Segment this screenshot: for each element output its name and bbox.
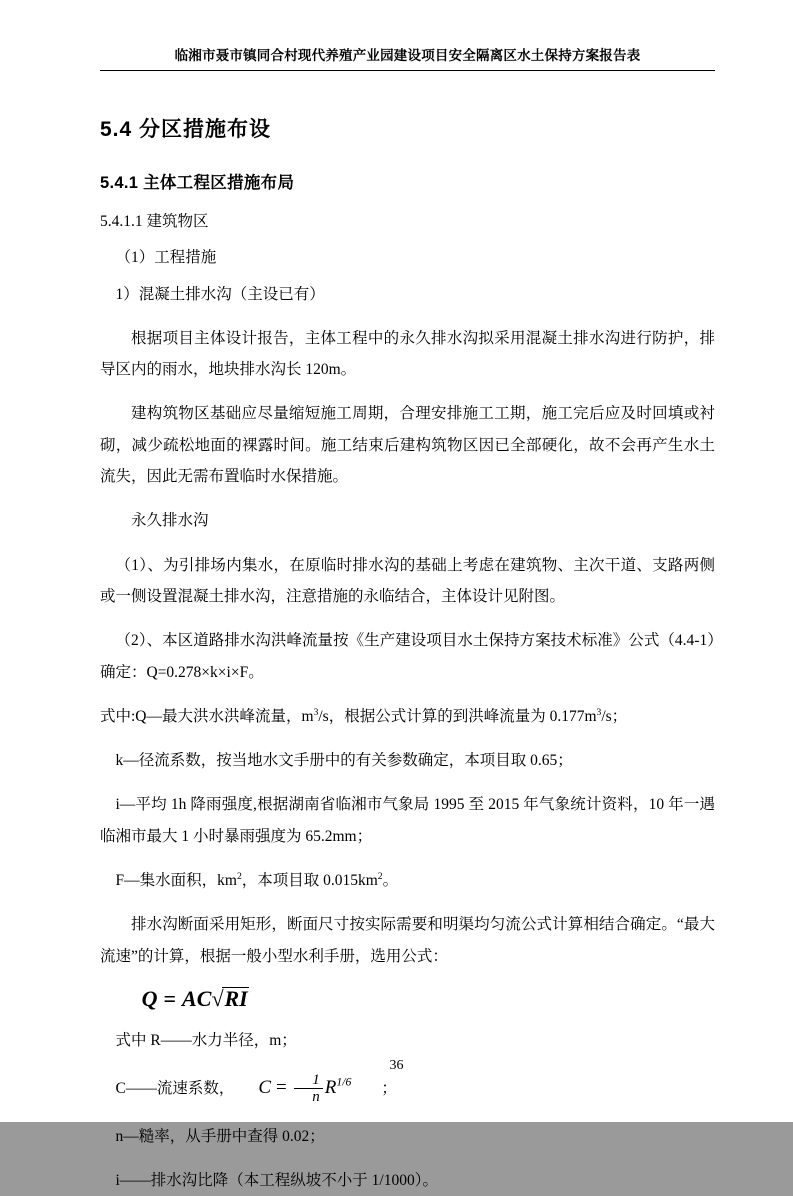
unit-m3s-1: $m^3$ <box>301 706 319 725</box>
formula-sqrt: √ RI <box>211 985 248 1011</box>
paragraph-c-velocity-coefficient <box>100 1069 715 1107</box>
formula-equals: = <box>163 985 177 1011</box>
text-q-suffix: /s； <box>601 707 628 725</box>
paragraph-construction-period: 建构筑物区基础应尽量缩短施工周期，合理安排施工工期，施工完后应及时回填或衬砌，减少疏松地面的裸露时间。施工结束后建构筑物区因已全部硬化，故不会再产生水土流失，因此无需布置临时水保措施。 <box>100 405 715 486</box>
formula-c-expression <box>258 1071 352 1106</box>
page-header: 临湘市聂市镇同合村现代养殖产业园建设项目安全隔离区水土保持方案报告表 <box>100 44 715 71</box>
formula-ac: AC <box>182 985 212 1011</box>
text-q-prefix: 式中:Q—最大洪水洪峰流量， <box>100 707 302 725</box>
label-c-coefficient: C——流速系数， <box>115 1080 235 1098</box>
paragraph-r-hydraulic-radius: 式中 R——水力半径，m； <box>115 1031 297 1049</box>
formula-q-symbol: Q <box>141 985 158 1011</box>
page-number: 36 <box>389 1058 404 1073</box>
formula-c-symbol: C <box>258 1077 272 1099</box>
subsection-heading: 5.4.1 主体工程区措施布局 <box>100 174 295 192</box>
paragraph-k-coefficient: k—径流系数，按当地水文手册中的有关参数确定，本项目取 0.65； <box>115 752 573 770</box>
page-content <box>100 44 715 1196</box>
paragraph-concrete-drain: 1）混凝土排水沟（主设已有） <box>115 285 325 303</box>
paragraph-section-shape: 排水沟断面采用矩形，断面尺寸按实际需要和明渠均匀流公式计算相结合确定。“最大流速”的计算，根据一般小型水利手册，选用公式： <box>100 916 715 965</box>
paragraph-f-area <box>100 865 715 896</box>
formula-fraction-1-n <box>294 1072 323 1107</box>
paragraph-permanent-drain-title: 永久排水沟 <box>131 512 209 530</box>
fraction-denominator: n <box>312 1089 320 1106</box>
paragraph-n-roughness: n—糙率，从手册中查得 0.02； <box>115 1127 325 1145</box>
text-f-suffix: 。 <box>382 872 399 890</box>
sup-km2-2: 2 <box>377 870 383 882</box>
formula-c-equals: = <box>276 1077 287 1099</box>
paragraph-formula-where-q <box>100 701 715 732</box>
section-heading: 5.4 分区措施布设 <box>100 118 272 141</box>
text-q-mid: /s，根据公式计算的到洪峰流量为 0.177 <box>318 707 585 725</box>
fraction-numerator: 1 <box>294 1072 323 1090</box>
paragraph-item-1: （1）、为引排场内集水，在原临时排水沟的基础上考虑在建筑物、主次干道、支路两侧或一侧设置混凝土排水沟，注意措施的永临结合，主体设计见附图。 <box>100 556 715 605</box>
formula-r-power: $R^{1/6}$ <box>324 1075 352 1099</box>
paragraph-item-2: （2）、本区道路排水沟洪峰流量按《生产建设项目水土保持方案技术标准》公式（4.4-1）确定：Q=0.278×k×i×F。 <box>100 632 715 681</box>
paragraph-i-rainfall: i—平均 1h 降雨强度,根据湖南省临湘市气象局 1995 至 2015 年气象统计资料，10 年一遇临湘市最大 1 小时暴雨强度为 65.2mm； <box>100 796 715 845</box>
formula-c-trailing: ； <box>381 1080 397 1098</box>
sup-km2-1: 2 <box>236 870 242 882</box>
text-f-mid: ，本项目取 0.015km <box>241 872 378 890</box>
paragraph-drain-design: 根据项目主体设计报告，主体工程中的永久排水沟拟采用混凝土排水沟进行防护，排导区内的雨水，地块排水沟长 120m。 <box>100 329 715 379</box>
paragraph-building-area: 5.4.1.1 建筑物区 <box>100 213 209 230</box>
paragraph-engineering-measures: （1）工程措施 <box>115 249 217 267</box>
formula-radicand: RI <box>224 985 248 1011</box>
formula-max-velocity <box>100 986 715 1012</box>
paragraph-i-slope: i——排水沟比降（本工程纵坡不小于 1/1000）。 <box>115 1171 438 1189</box>
text-f-prefix: F—集水面积，km <box>115 872 237 890</box>
unit-m3s-2: $m^3$ <box>584 706 602 725</box>
